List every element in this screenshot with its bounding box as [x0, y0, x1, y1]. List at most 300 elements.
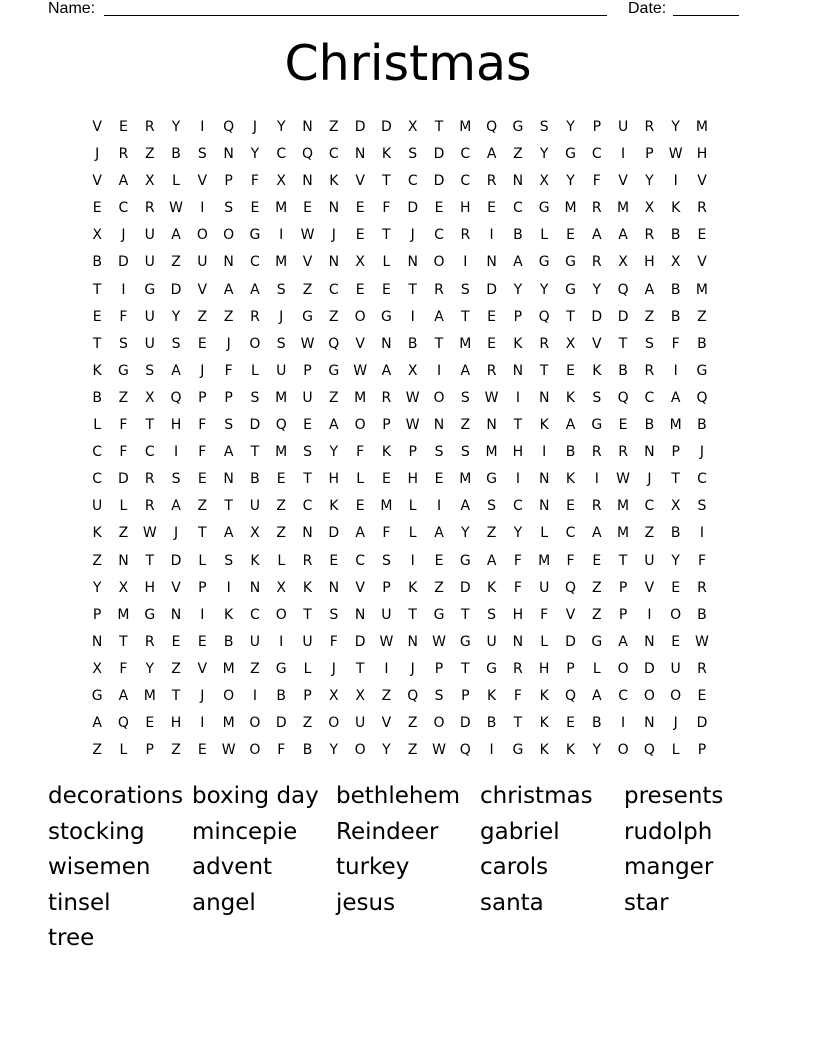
- grid-cell: E: [197, 633, 207, 650]
- grid-cell: E: [434, 200, 444, 217]
- grid-cell: R: [144, 633, 155, 650]
- grid-cell: I: [647, 606, 652, 623]
- grid-cell: T: [408, 281, 417, 298]
- grid-cell: C: [697, 471, 707, 488]
- word-list-item: tree: [48, 925, 95, 952]
- grid-cell: A: [171, 362, 181, 379]
- grid-cell: I: [594, 471, 599, 488]
- grid-cell: K: [224, 606, 234, 623]
- grid-cell: N: [407, 254, 418, 271]
- grid-cell: F: [697, 552, 706, 569]
- word-list-item: boxing day: [192, 783, 319, 809]
- grid-cell: R: [591, 254, 602, 271]
- grid-cell: K: [539, 417, 549, 434]
- grid-cell: D: [118, 254, 129, 271]
- grid-cell: P: [592, 119, 602, 135]
- word-list-item: wisemen: [48, 854, 151, 881]
- grid-cell: Z: [223, 308, 234, 325]
- grid-cell: O: [670, 606, 682, 623]
- grid-cell: E: [197, 742, 207, 759]
- grid-cell: Z: [407, 742, 418, 759]
- grid-cell: E: [145, 715, 155, 732]
- grid-cell: I: [489, 227, 494, 244]
- word-list-item: rudolph: [624, 818, 713, 845]
- grid-cell: G: [591, 417, 603, 434]
- grid-cell: Y: [513, 281, 523, 298]
- grid-cell: K: [565, 471, 576, 488]
- grid-cell: J: [410, 227, 415, 244]
- grid-cell: Z: [591, 606, 602, 623]
- grid-cell: E: [197, 335, 207, 352]
- grid-cell: G: [302, 308, 313, 325]
- grid-cell: M: [617, 525, 630, 542]
- grid-cell: X: [118, 579, 129, 596]
- word-list-item: carols: [480, 854, 549, 881]
- grid-cell: S: [171, 335, 181, 352]
- grid-cell: S: [487, 606, 497, 623]
- grid-cell: U: [539, 579, 550, 596]
- grid-cell: S: [197, 146, 207, 163]
- grid-cell: N: [644, 633, 655, 650]
- grid-cell: R: [144, 498, 155, 515]
- grid-cell: A: [486, 552, 497, 569]
- grid-cell: D: [486, 281, 497, 298]
- grid-cell: V: [197, 281, 208, 298]
- grid-cell: M: [380, 498, 393, 515]
- grid-cell: W: [300, 227, 315, 244]
- grid-cell: L: [592, 660, 601, 677]
- grid-cell: V: [697, 173, 707, 190]
- grid-cell: D: [354, 119, 366, 135]
- grid-cell: I: [200, 606, 205, 623]
- grid-cell: H: [512, 444, 524, 461]
- grid-cell: P: [198, 579, 207, 596]
- grid-cell: X: [670, 498, 681, 515]
- grid-cell: X: [355, 687, 365, 704]
- grid-cell: E: [566, 362, 575, 379]
- grid-cell: C: [618, 687, 628, 704]
- grid-cell: A: [355, 525, 365, 542]
- grid-cell: G: [512, 119, 524, 135]
- grid-cell: G: [512, 742, 524, 759]
- grid-cell: T: [145, 552, 155, 569]
- grid-cell: C: [407, 173, 418, 190]
- grid-cell: M: [617, 200, 630, 217]
- grid-cell: Q: [486, 119, 498, 135]
- grid-cell: F: [119, 417, 128, 434]
- grid-cell: T: [434, 119, 444, 135]
- grid-cell: N: [302, 173, 313, 190]
- grid-cell: Z: [250, 660, 260, 677]
- grid-cell: P: [224, 173, 233, 190]
- grid-cell: W: [432, 742, 446, 759]
- grid-cell: B: [591, 715, 602, 732]
- grid-cell: Q: [643, 742, 655, 759]
- grid-cell: O: [249, 335, 261, 352]
- grid-cell: A: [460, 498, 471, 515]
- grid-cell: N: [538, 389, 550, 406]
- grid-cell: Z: [92, 742, 102, 759]
- grid-cell: S: [381, 552, 391, 569]
- grid-cell: L: [408, 525, 417, 542]
- grid-cell: U: [144, 335, 155, 352]
- grid-cell: Y: [145, 660, 155, 677]
- grid-cell: P: [513, 308, 523, 325]
- grid-cell: T: [303, 606, 312, 623]
- grid-cell: N: [538, 471, 550, 488]
- grid-cell: E: [303, 417, 312, 434]
- grid-cell: B: [276, 687, 287, 704]
- word-list-item: decorations: [48, 783, 184, 809]
- header: [48, 0, 748, 20]
- grid-cell: Y: [592, 742, 602, 759]
- grid-cell: Y: [539, 146, 549, 163]
- grid-cell: J: [173, 525, 179, 542]
- grid-cell: Z: [118, 525, 129, 542]
- grid-cell: B: [618, 362, 628, 379]
- grid-cell: N: [512, 633, 524, 650]
- grid-cell: A: [592, 525, 602, 542]
- grid-cell: W: [405, 417, 420, 434]
- grid-cell: N: [644, 715, 655, 732]
- grid-cell: F: [513, 552, 522, 569]
- grid-cell: I: [515, 389, 520, 406]
- grid-cell: L: [93, 417, 102, 434]
- grid-cell: V: [355, 335, 365, 352]
- grid-cell: G: [144, 606, 156, 623]
- grid-cell: P: [198, 389, 207, 406]
- grid-cell: G: [249, 227, 261, 244]
- grid-cell: R: [618, 444, 628, 461]
- grid-cell: L: [251, 362, 259, 379]
- grid-cell: I: [226, 579, 231, 596]
- word-list-item: manger: [624, 854, 714, 881]
- grid-cell: W: [432, 633, 446, 650]
- grid-cell: E: [381, 471, 391, 488]
- grid-cell: C: [460, 173, 471, 190]
- word-list-item: bethlehem: [336, 783, 461, 809]
- grid-cell: N: [328, 579, 340, 596]
- grid-cell: I: [463, 254, 468, 271]
- grid-cell: V: [355, 579, 365, 596]
- grid-cell: E: [566, 498, 575, 515]
- grid-cell: I: [489, 742, 494, 759]
- grid-cell: M: [275, 389, 288, 406]
- grid-cell: X: [644, 200, 655, 217]
- date-line[interactable]: [673, 15, 739, 16]
- grid-cell: K: [487, 579, 497, 596]
- grid-cell: L: [540, 227, 549, 244]
- word-bank: [48, 780, 768, 958]
- grid-cell: K: [329, 173, 339, 190]
- grid-cell: H: [644, 254, 655, 271]
- grid-cell: A: [223, 525, 234, 542]
- grid-cell: D: [433, 173, 445, 190]
- grid-cell: I: [384, 660, 389, 677]
- grid-cell: E: [671, 579, 681, 596]
- grid-cell: X: [250, 525, 260, 542]
- grid-cell: S: [303, 444, 312, 461]
- grid-cell: W: [353, 362, 368, 379]
- grid-cell: B: [670, 281, 681, 298]
- grid-cell: C: [276, 146, 287, 163]
- grid-cell: C: [328, 281, 339, 298]
- grid-cell: E: [487, 308, 497, 325]
- grid-cell: O: [275, 606, 287, 623]
- grid-cell: E: [119, 119, 128, 135]
- grid-cell: C: [565, 525, 576, 542]
- grid-cell: X: [92, 227, 102, 244]
- grid-cell: I: [252, 687, 257, 704]
- grid-cell: T: [434, 335, 444, 352]
- grid-cell: E: [92, 200, 102, 217]
- grid-cell: E: [487, 200, 497, 217]
- grid-cell: E: [381, 281, 391, 298]
- grid-cell: E: [171, 633, 181, 650]
- grid-cell: A: [381, 362, 392, 379]
- grid-cell: X: [276, 579, 287, 596]
- grid-cell: Z: [513, 146, 523, 163]
- grid-cell: T: [513, 417, 523, 434]
- grid-cell: Z: [329, 308, 339, 325]
- grid-cell: W: [484, 389, 499, 406]
- grid-cell: L: [382, 254, 391, 271]
- grid-cell: E: [592, 552, 602, 569]
- word-list-item: angel: [192, 889, 256, 916]
- grid-cell: X: [144, 173, 155, 190]
- grid-cell: B: [407, 335, 418, 352]
- grid-cell: N: [512, 173, 524, 190]
- grid-cell: Z: [329, 119, 339, 135]
- grid-cell: C: [644, 498, 655, 515]
- grid-cell: U: [144, 227, 155, 244]
- grid-cell: Z: [302, 715, 313, 732]
- grid-cell: U: [197, 254, 208, 271]
- grid-cell: E: [487, 335, 497, 352]
- grid-cell: K: [592, 362, 602, 379]
- grid-cell: F: [277, 742, 286, 759]
- grid-cell: Y: [329, 742, 339, 759]
- grid-cell: O: [643, 687, 655, 704]
- name-line[interactable]: [104, 15, 607, 16]
- grid-cell: E: [329, 552, 339, 569]
- grid-cell: Z: [407, 715, 418, 732]
- grid-cell: Z: [171, 742, 181, 759]
- grid-cell: H: [696, 146, 708, 163]
- grid-cell: J: [200, 687, 205, 704]
- grid-cell: W: [379, 633, 394, 650]
- grid-cell: B: [223, 633, 234, 650]
- grid-cell: V: [618, 173, 628, 190]
- grid-cell: J: [226, 335, 231, 352]
- grid-cell: A: [171, 498, 181, 515]
- grid-cell: D: [170, 552, 182, 569]
- grid-cell: P: [382, 417, 391, 434]
- grid-cell: N: [118, 552, 129, 569]
- grid-cell: M: [669, 417, 682, 434]
- grid-cell: R: [144, 200, 155, 217]
- grid-cell: Y: [382, 742, 391, 759]
- grid-cell: L: [540, 525, 549, 542]
- grid-cell: K: [539, 715, 549, 732]
- grid-cell: M: [275, 444, 288, 461]
- grid-cell: W: [405, 389, 420, 406]
- grid-cell: S: [460, 281, 470, 298]
- grid-cell: A: [92, 715, 102, 732]
- grid-cell: L: [172, 173, 180, 190]
- grid-cell: B: [565, 444, 576, 461]
- grid-cell: C: [92, 444, 103, 461]
- grid-cell: J: [252, 119, 257, 135]
- grid-cell: C: [460, 146, 471, 163]
- grid-cell: M: [117, 606, 130, 623]
- grid-cell: Q: [407, 687, 419, 704]
- grid-cell: S: [539, 119, 549, 135]
- grid-cell: K: [513, 335, 523, 352]
- grid-cell: K: [92, 362, 102, 379]
- grid-cell: B: [644, 417, 655, 434]
- grid-cell: R: [486, 362, 497, 379]
- grid-cell: A: [644, 281, 655, 298]
- grid-cell: R: [381, 389, 392, 406]
- grid-cell: K: [381, 444, 391, 461]
- grid-cell: L: [408, 498, 417, 515]
- grid-cell: A: [565, 417, 576, 434]
- grid-cell: Z: [329, 389, 339, 406]
- grid-cell: B: [670, 308, 681, 325]
- grid-cell: N: [223, 146, 234, 163]
- grid-cell: D: [459, 579, 471, 596]
- grid-cell: P: [303, 362, 312, 379]
- grid-cell: Z: [144, 146, 155, 163]
- grid-cell: A: [329, 417, 339, 434]
- grid-cell: B: [92, 254, 102, 271]
- grid-cell: I: [699, 525, 705, 542]
- grid-cell: L: [671, 742, 680, 759]
- grid-cell: J: [279, 308, 284, 325]
- grid-cell: U: [644, 552, 655, 569]
- grid-cell: G: [459, 633, 471, 650]
- grid-cell: H: [170, 715, 182, 732]
- grid-cell: T: [92, 281, 102, 298]
- grid-cell: A: [171, 227, 181, 244]
- grid-cell: N: [223, 471, 234, 488]
- grid-cell: P: [461, 687, 470, 704]
- grid-cell: E: [303, 200, 312, 217]
- grid-cell: N: [433, 417, 445, 434]
- grid-cell: Z: [92, 552, 102, 569]
- grid-cell: C: [302, 498, 313, 515]
- grid-cell: E: [697, 687, 707, 704]
- grid-cell: N: [354, 606, 366, 623]
- grid-cell: G: [486, 471, 498, 488]
- grid-cell: K: [671, 200, 681, 217]
- grid-cell: A: [434, 308, 444, 325]
- grid-cell: J: [331, 660, 336, 677]
- grid-cell: H: [170, 417, 182, 434]
- grid-cell: Z: [460, 417, 471, 434]
- grid-cell: T: [382, 173, 391, 190]
- grid-cell: W: [221, 742, 236, 759]
- grid-cell: F: [592, 173, 601, 190]
- grid-cell: A: [618, 227, 628, 244]
- word-list-item: tinsel: [48, 889, 111, 916]
- grid-cell: J: [95, 146, 100, 163]
- grid-cell: K: [250, 552, 260, 569]
- grid-cell: O: [223, 227, 235, 244]
- grid-cell: D: [459, 715, 471, 732]
- grid-cell: U: [249, 498, 261, 515]
- grid-cell: N: [512, 362, 524, 379]
- grid-cell: O: [354, 742, 366, 759]
- word-list-item: christmas: [480, 783, 593, 809]
- grid-cell: K: [539, 687, 549, 704]
- grid-cell: F: [119, 444, 128, 461]
- grid-cell: V: [381, 715, 392, 732]
- grid-cell: P: [618, 579, 628, 596]
- grid-cell: Z: [276, 498, 287, 515]
- grid-cell: H: [407, 471, 418, 488]
- grid-cell: F: [513, 579, 522, 596]
- grid-cell: A: [460, 362, 471, 379]
- grid-cell: B: [697, 335, 707, 352]
- grid-cell: W: [169, 200, 183, 217]
- grid-cell: R: [302, 552, 313, 569]
- grid-cell: B: [697, 606, 707, 623]
- grid-cell: N: [381, 335, 392, 352]
- grid-cell: R: [144, 119, 155, 135]
- grid-cell: C: [434, 227, 444, 244]
- grid-cell: F: [540, 606, 549, 623]
- grid-cell: P: [92, 606, 102, 623]
- grid-cell: Q: [564, 579, 576, 596]
- grid-cell: J: [410, 660, 415, 677]
- grid-cell: O: [354, 417, 366, 434]
- grid-cell: M: [695, 281, 709, 298]
- grid-cell: M: [275, 200, 288, 217]
- grid-cell: U: [354, 715, 366, 732]
- grid-cell: O: [617, 660, 629, 677]
- grid-cell: S: [460, 389, 470, 406]
- grid-cell: R: [644, 362, 655, 379]
- grid-cell: P: [408, 444, 417, 461]
- grid-cell: T: [513, 715, 523, 732]
- word-list-item: stocking: [48, 818, 145, 845]
- grid-cell: Z: [434, 579, 444, 596]
- grid-cell: U: [486, 633, 497, 650]
- grid-cell: A: [250, 281, 260, 298]
- grid-cell: D: [381, 119, 392, 135]
- grid-cell: D: [328, 525, 340, 542]
- grid-cell: E: [434, 471, 444, 488]
- grid-cell: Y: [513, 525, 523, 542]
- grid-cell: I: [410, 308, 415, 325]
- grid-cell: P: [671, 444, 680, 461]
- grid-cell: S: [329, 606, 339, 623]
- grid-cell: R: [697, 660, 707, 677]
- grid-cell: Z: [381, 687, 392, 704]
- grid-cell: X: [144, 389, 155, 406]
- grid-cell: I: [173, 444, 179, 461]
- grid-cell: V: [697, 254, 707, 271]
- grid-cell: Z: [197, 308, 208, 325]
- grid-cell: M: [459, 471, 472, 488]
- grid-cell: E: [355, 227, 365, 244]
- grid-cell: V: [565, 606, 576, 623]
- grid-cell: B: [670, 525, 681, 542]
- grid-cell: D: [565, 633, 576, 650]
- grid-cell: N: [223, 254, 234, 271]
